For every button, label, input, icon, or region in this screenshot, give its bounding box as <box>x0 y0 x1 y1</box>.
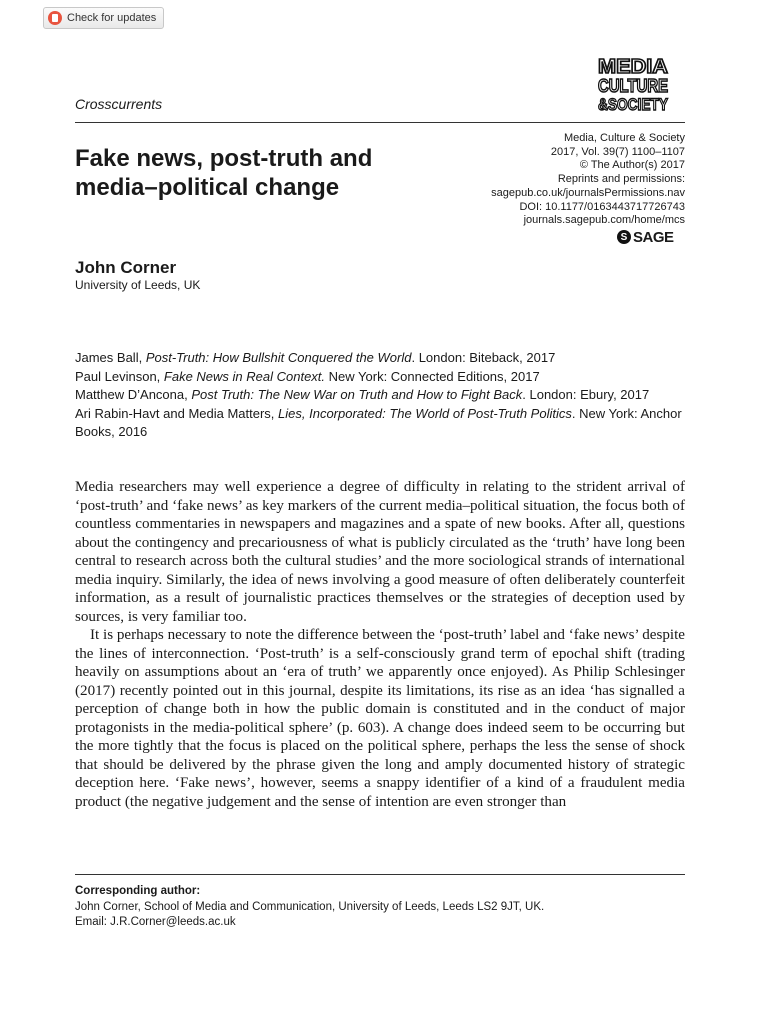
logo-line-1: MEDIA <box>598 56 668 78</box>
reprints-label: Reprints and permissions: <box>557 173 685 186</box>
journal-info <box>425 132 685 228</box>
logo-line-2: CULTURE <box>598 76 668 96</box>
book-author: Matthew D’Ancona, <box>75 387 192 403</box>
journal-name: Media, Culture & Society <box>563 132 685 144</box>
author-affiliation: University of Leeds, UK <box>75 278 201 292</box>
body-paragraph-2: It is perhaps necessary to note the difference between the ‘post-truth’ label and ‘fake news’ despite the lines of interconnection. ‘Post-truth’ is a self-consciously grand term of epochal shift (trading heavily on assumptions about an ‘era of truth’ we apparently once enjoyed). As Philip Schlesinger (2017) recently pointed out in this journal, despite its limitations, its rise as an idea ‘has signalled a perception of change both in how the public domain is constituted and in the conduct of major protagonists in the media-political sphere’ (p. 603). A change does indeed seem to be occurring but the more tightly that the focus is placed on the political sphere, perhaps the less the sense of shock that should be delivered by the phrase given the long and amply documented history of strategic deception here. ‘Fake news’, however, seems a snappy identifier of a kind of a fraudulent media product (the negative judgement and the sense of intention are even stronger than <box>75 627 685 810</box>
book-title: Post Truth: The New War on Truth and How to Fight Back <box>191 387 523 403</box>
book-author: Paul Levinson, <box>75 368 164 384</box>
check-for-updates-label: Check for updates <box>67 12 157 24</box>
sage-logo <box>617 229 685 245</box>
article-body <box>75 478 685 811</box>
book-title: Post-Truth: How Bullshit Conquered the World <box>145 350 412 365</box>
logo-line-3: &SOCIETY <box>598 95 669 114</box>
doi-link[interactable]: DOI: 10.1177/0163443717726743 <box>519 200 685 213</box>
sage-wordmark: SAGE <box>633 228 674 246</box>
journal-volume: 2017, Vol. 39(7) 1100–1107 <box>550 145 685 158</box>
footnote-divider <box>75 874 685 875</box>
corresponding-author-label: Corresponding author: <box>75 885 201 897</box>
book-publisher: New York: Connected Editions, 2017 <box>325 368 540 384</box>
book-title: Fake News in Real Context. <box>163 368 326 384</box>
journal-logo <box>597 55 669 113</box>
copyright: © The Author(s) 2017 <box>579 159 685 172</box>
header-divider <box>75 122 685 123</box>
title-line-2: media–political change <box>75 174 340 201</box>
corresponding-author-note <box>75 884 544 931</box>
book-entry <box>75 405 685 442</box>
book-publisher: . London: Biteback, 2017 <box>411 350 556 365</box>
book-author: James Ball, <box>75 350 146 365</box>
journal-homepage-link[interactable]: journals.sagepub.com/home/mcs <box>523 214 685 227</box>
section-label: Crosscurrents <box>75 96 163 112</box>
bookmark-badge-icon <box>48 11 62 25</box>
title-line-1: Fake news, post-truth and <box>75 145 373 172</box>
sage-s-icon: S <box>617 230 631 244</box>
book-publisher: . New York: Anchor Books, 2016 <box>75 405 682 440</box>
body-paragraph-1: Media researchers may well experience a degree of difficulty in relating to the strident arrival of ‘post-truth’ and ‘fake news’ as key markers of the current media–political situation, the focus both of countless commentaries in newspapers and magazines and a spate of new books. After all, questions about the contingency and precariousness of what is publicly circulated as the ‘truth’ have long been central to research across both the cultural studies’ and the more sociological strands of international media inquiry. Similarly, the idea of news involving a good measure of often deliberately counterfeit information, as a result of journalistic practices themselves or the strategies of deception used by sources, is very familiar too. <box>75 479 685 625</box>
corresponding-author-address: John Corner, School of Media and Communication, University of Leeds, Leeds LS2 9JT, UK. <box>75 900 545 913</box>
permissions-link[interactable]: sagepub.co.uk/journalsPermissions.nav <box>491 186 685 199</box>
corresponding-author-email[interactable]: Email: J.R.Corner@leeds.ac.uk <box>75 916 236 928</box>
check-for-updates-button[interactable] <box>43 7 164 29</box>
book-author: Ari Rabin-Havt and Media Matters, <box>75 405 279 421</box>
book-entry <box>75 368 685 387</box>
reviewed-books-list <box>75 349 685 442</box>
book-entry <box>75 386 685 405</box>
author-name: John Corner <box>75 258 177 277</box>
book-entry <box>75 349 685 368</box>
book-title: Lies, Incorporated: The World of Post-Truth Politics <box>278 405 572 421</box>
book-publisher: . London: Ebury, 2017 <box>522 387 650 403</box>
